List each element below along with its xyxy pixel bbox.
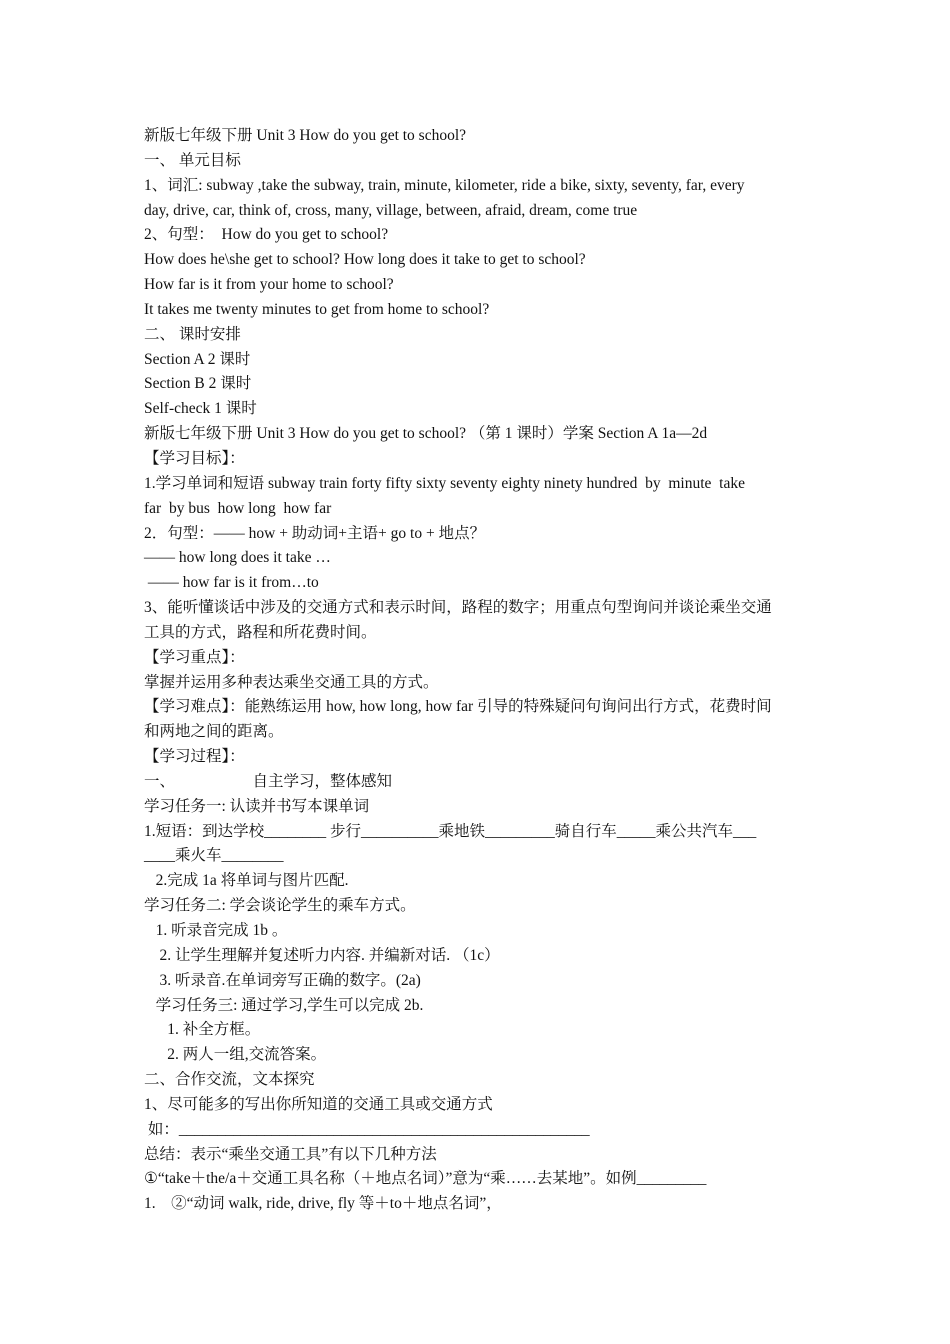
paragraph-line: It takes me twenty minutes to get from home to school? [144, 300, 490, 318]
document-page [144, 124, 808, 1217]
paragraph-line: 总结：表示“乘坐交通工具”有以下几种方法 [144, 1145, 437, 1163]
lesson-title: 新版七年级下册 Unit 3 How do you get to school? （第 1 课时）学案 Section A 1a—2d [144, 425, 708, 443]
paragraph-line: 一、 自主学习，整体感知 [144, 772, 393, 790]
paragraph-line: ①“take＋the/a＋交通工具名称（＋地点名词）”意为“乘……去某地”。如例_________ [144, 1170, 707, 1188]
paragraph-line: 学习任务一: 认读并书写本课单词 [144, 797, 370, 815]
section-heading: 二、合作交流，文本探究 [144, 1071, 315, 1089]
paragraph-line: 1、词汇: subway ,take the subway, train, minute, kilometer, ride a bike, sixty, seventy, far, every [144, 176, 745, 194]
paragraph-line: 2、句型： How do you get to school? [144, 226, 389, 244]
paragraph-line: 掌握并运用多种表达乘坐交通工具的方式。 [144, 673, 439, 691]
paragraph-line: 学习任务三: 通过学习,学生可以完成 2b. [144, 996, 424, 1014]
paragraph-line: 1、尽可能多的写出你所知道的交通工具或交通方式 [144, 1095, 493, 1113]
paragraph-line: Self-check 1 课时 [144, 400, 257, 418]
paragraph-line: 学习任务二: 学会谈论学生的乘车方式。 [144, 897, 416, 915]
paragraph-line: How far is it from your home to school? [144, 276, 394, 294]
paragraph-line: 1.短语：到达学校________ 步行__________乘地铁_________骑自行车_____乘公共汽车___ [144, 822, 757, 840]
paragraph-line: ____乘火车________ [144, 847, 284, 865]
paragraph-line: 2. 让学生理解并复述听力内容. 并编新对话. （1c） [144, 946, 500, 964]
doc-title: 新版七年级下册 Unit 3 How do you get to school? [144, 127, 467, 144]
paragraph-line: 1. ②“动词 walk, ride, drive, fly 等＋to＋地点名词”， [144, 1195, 502, 1213]
paragraph-line: 1.学习单词和短语 subway train forty fifty sixty seventy eighty ninety hundred by minute take [144, 474, 745, 492]
paragraph-line: 和两地之间的距离。 [144, 723, 284, 741]
paragraph-line: 如：_____________________________________________________ [144, 1120, 590, 1138]
paragraph-line: 1. 补全方框。 [144, 1021, 261, 1039]
paragraph-line: Section B 2 课时 [144, 375, 252, 393]
paragraph-line: 2．句型：—— how + 助动词+主语+ go to + 地点？ [144, 524, 486, 542]
paragraph-line: 3. 听录音.在单词旁写正确的数字。(2a) [144, 971, 421, 989]
paragraph-line: 工具的方式，路程和所花费时间。 [144, 623, 377, 641]
paragraph-line: 【学习难点】：能熟练运用 how, how long, how far 引导的特殊疑问句询问出行方式，花费时间 [144, 698, 772, 716]
paragraph-line: Section A 2 课时 [144, 350, 251, 368]
paragraph-line: far by bus how long how far [144, 499, 332, 517]
section-heading: 【学习过程】： [144, 748, 245, 766]
paragraph-line: 2.完成 1a 将单词与图片匹配. [144, 872, 349, 890]
paragraph-line: —— how long does it take … [144, 549, 331, 567]
paragraph-line: 2. 两人一组,交流答案。 [144, 1046, 327, 1064]
section-heading: 一、 单元目标 [144, 151, 241, 169]
paragraph-line: How does he\she get to school? How long does it take to get to school? [144, 251, 586, 269]
section-heading: 【学习重点】： [144, 648, 245, 666]
paragraph-line: day, drive, car, think of, cross, many, village, between, afraid, dream, come true [144, 201, 638, 219]
paragraph-line: 1. 听录音完成 1b 。 [144, 922, 288, 939]
paragraph-line: —— how far is it from…to [144, 574, 319, 592]
section-heading: 二、 课时安排 [144, 325, 241, 343]
paragraph-line: 3、能听懂谈话中涉及的交通方式和表示时间，路程的数字；用重点句型询问并谈论乘坐交通 [144, 599, 772, 617]
section-heading: 【学习目标】： [144, 449, 245, 467]
